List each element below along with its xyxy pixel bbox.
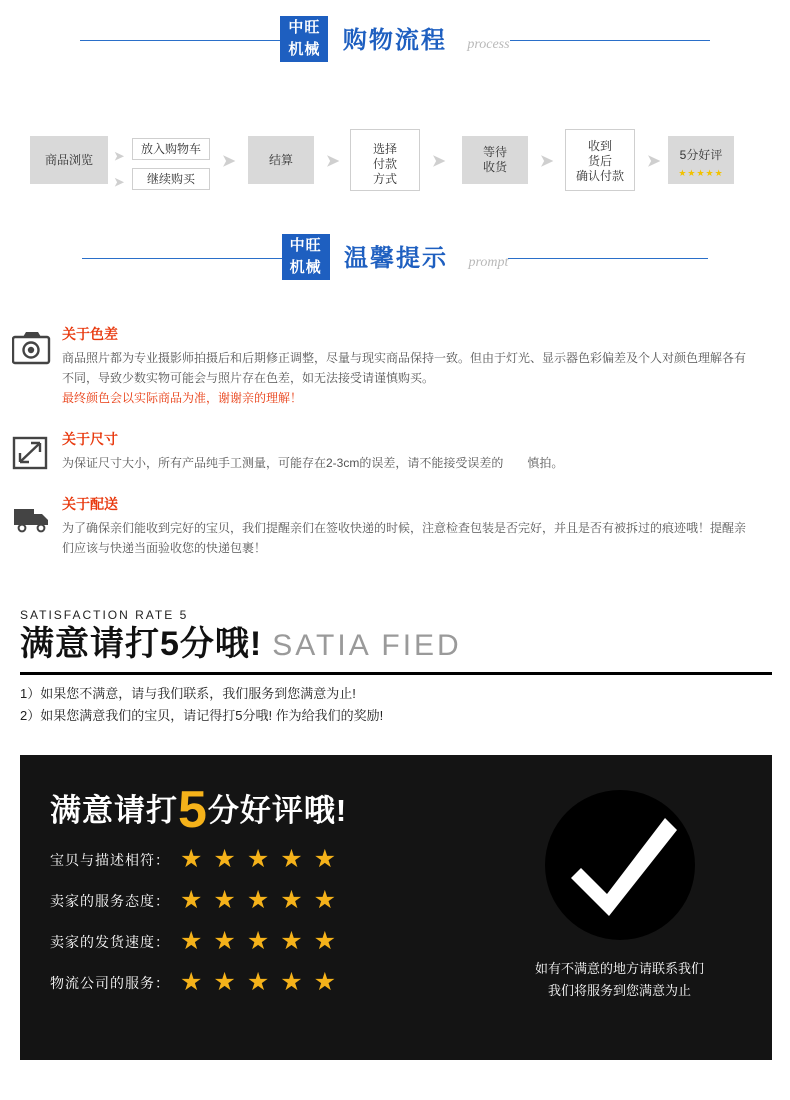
flow-arrow-6: ➤ bbox=[540, 153, 554, 170]
flow-step-add-cart-label: 放入购物车 bbox=[140, 141, 201, 156]
rating-card-title bbox=[50, 781, 480, 839]
brand-logo-prompt bbox=[282, 234, 330, 280]
tip-color-difference bbox=[0, 325, 790, 408]
process-section-heading bbox=[0, 16, 790, 62]
flow-step-confirm-line1: 收到 bbox=[587, 139, 612, 153]
flow-arrow-2: ➤ bbox=[114, 175, 125, 189]
flow-step-five-star bbox=[668, 136, 734, 184]
satisfaction-line-1: 1）如果您不满意，请与我们联系，我们服务到您满意为止! bbox=[20, 686, 356, 701]
brand-logo-line2: 机械 bbox=[288, 41, 321, 58]
prompt-heading-inner bbox=[282, 234, 509, 280]
satisfaction-headline bbox=[20, 624, 772, 675]
rating-row-description bbox=[50, 847, 480, 872]
process-title-cn: 购物流程 bbox=[342, 27, 447, 54]
prompt-heading-text bbox=[344, 245, 508, 273]
tips-list bbox=[0, 325, 790, 574]
flow-step-five-star-stars: ★★★★★ bbox=[678, 168, 724, 178]
flow-arrow-4: ➤ bbox=[326, 153, 340, 170]
heading-line-right bbox=[510, 40, 710, 41]
process-heading-inner bbox=[280, 16, 509, 62]
flow-step-continue-buy-label: 继续购买 bbox=[146, 171, 195, 186]
rating-card-left bbox=[50, 781, 480, 996]
truck-icon bbox=[12, 501, 52, 535]
rating-card bbox=[20, 755, 772, 1060]
rating-row-service-stars: ★★★★★ bbox=[180, 886, 348, 914]
tip-delivery-title: 关于配送 bbox=[62, 496, 118, 512]
flow-step-wait-line1: 等待 bbox=[482, 145, 507, 159]
brand-logo-line1: 中旺 bbox=[288, 19, 321, 36]
prompt-heading-line-right bbox=[508, 258, 708, 259]
satisfaction-title-en: SATIA FIED bbox=[272, 629, 462, 662]
flow-arrow-1: ➤ bbox=[114, 149, 125, 163]
rating-row-service-label: 卖家的服务态度： bbox=[50, 892, 170, 909]
tip-color-difference-body: 商品照片都为专业摄影师拍摄后和后期修正调整，尽量与现实商品保持一致。但由于灯光、显示器色彩偏差及个人对颜色理解各有不同，导致少数实物可能会与照片存在色差，如无法接受请谨慎购买。 bbox=[62, 351, 747, 385]
flow-step-pay-method-line3: 方式 bbox=[372, 172, 397, 186]
prompt-heading-line-left bbox=[82, 258, 282, 259]
flow-step-browse-label: 商品浏览 bbox=[44, 152, 93, 167]
heading-line-left bbox=[80, 40, 280, 41]
rating-row-shipping-speed-stars: ★★★★★ bbox=[180, 927, 348, 955]
process-heading-text bbox=[343, 27, 510, 55]
rating-row-shipping-speed-label: 卖家的发货速度： bbox=[50, 933, 170, 950]
rating-card-title-prefix: 满意请打 bbox=[50, 793, 178, 828]
tip-delivery bbox=[0, 495, 790, 558]
rating-card-right bbox=[487, 790, 752, 1002]
flow-step-confirm-line3: 确认付款 bbox=[575, 169, 624, 183]
tip-delivery-body: 为了确保亲们能收到完好的宝贝，我们提醒亲们在签收快递的时候，注意检查包装是否完好，并且是否有被拆过的痕迹哦！提醒亲们应该与快递当面验收您的快递包裹！ bbox=[62, 521, 747, 555]
flow-step-pay-method bbox=[350, 129, 420, 191]
rating-card-title-big: 5 bbox=[178, 781, 208, 839]
rating-card-title-suffix: 分好评哦! bbox=[207, 793, 348, 828]
rating-card-note-line2: 我们将服务到您满意为止 bbox=[547, 983, 691, 998]
rating-row-logistics-stars: ★★★★★ bbox=[180, 968, 348, 996]
flow-arrow-3: ➤ bbox=[222, 153, 236, 170]
flow-step-wait-line2: 收货 bbox=[482, 160, 507, 174]
camera-icon bbox=[12, 331, 52, 365]
flow-step-pay-method-line2: 付款 bbox=[372, 157, 397, 171]
tip-color-difference-note: 最终颜色会以实际商品为准，谢谢亲的理解！ bbox=[62, 391, 303, 405]
satisfaction-lines bbox=[20, 683, 772, 727]
tip-size-title: 关于尺寸 bbox=[62, 431, 118, 447]
flow-arrow-7: ➤ bbox=[647, 153, 661, 170]
rating-row-logistics-label: 物流公司的服务： bbox=[50, 974, 170, 991]
tip-size bbox=[0, 430, 790, 473]
shopping-flow-diagram bbox=[0, 110, 790, 200]
prompt-section-heading bbox=[0, 234, 790, 280]
rating-card-note-line1: 如有不满意的地方请联系我们 bbox=[534, 961, 704, 976]
flow-step-browse bbox=[30, 136, 108, 184]
tip-size-body: 为保证尺寸大小，所有产品纯手工测量，可能存在2-3cm的误差，请不能接受误差的 慎拍。 bbox=[62, 456, 564, 470]
check-mark-icon bbox=[545, 790, 695, 940]
rating-row-service bbox=[50, 888, 480, 913]
flow-step-checkout-label: 结算 bbox=[268, 152, 293, 167]
rating-row-logistics bbox=[50, 970, 480, 995]
satisfaction-banner bbox=[20, 608, 772, 727]
rating-card-note bbox=[487, 958, 752, 1002]
brand-logo-prompt-line2: 机械 bbox=[289, 259, 322, 276]
flow-step-continue-buy bbox=[132, 168, 210, 190]
flow-step-confirm-line2: 货后 bbox=[587, 154, 612, 168]
flow-step-pay-method-line1: 选择 bbox=[372, 142, 397, 156]
flow-arrow-5: ➤ bbox=[432, 153, 446, 170]
ruler-icon bbox=[12, 436, 52, 470]
rating-row-shipping-speed bbox=[50, 929, 480, 954]
satisfaction-title-cn: 满意请打5分哦! bbox=[20, 625, 263, 663]
prompt-title-en: prompt bbox=[468, 255, 509, 270]
brand-logo bbox=[280, 16, 328, 62]
satisfaction-top-en: SATISFACTION RATE 5 bbox=[20, 608, 189, 622]
satisfaction-line-2: 2）如果您满意我们的宝贝，请记得打5分哦! 作为给我们的奖励! bbox=[20, 708, 384, 723]
prompt-title-cn: 温馨提示 bbox=[344, 245, 449, 272]
brand-logo-prompt-line1: 中旺 bbox=[289, 237, 322, 254]
flow-step-add-cart bbox=[132, 138, 210, 160]
rating-row-description-label: 宝贝与描述相符： bbox=[50, 851, 170, 868]
rating-row-description-stars: ★★★★★ bbox=[180, 845, 348, 873]
flow-step-checkout bbox=[248, 136, 314, 184]
flow-step-five-star-label: 5分好评 bbox=[679, 148, 723, 162]
tip-color-difference-title: 关于色差 bbox=[62, 326, 118, 342]
flow-step-wait bbox=[462, 136, 528, 184]
process-title-en: process bbox=[467, 37, 510, 52]
flow-step-confirm-pay bbox=[565, 129, 635, 191]
